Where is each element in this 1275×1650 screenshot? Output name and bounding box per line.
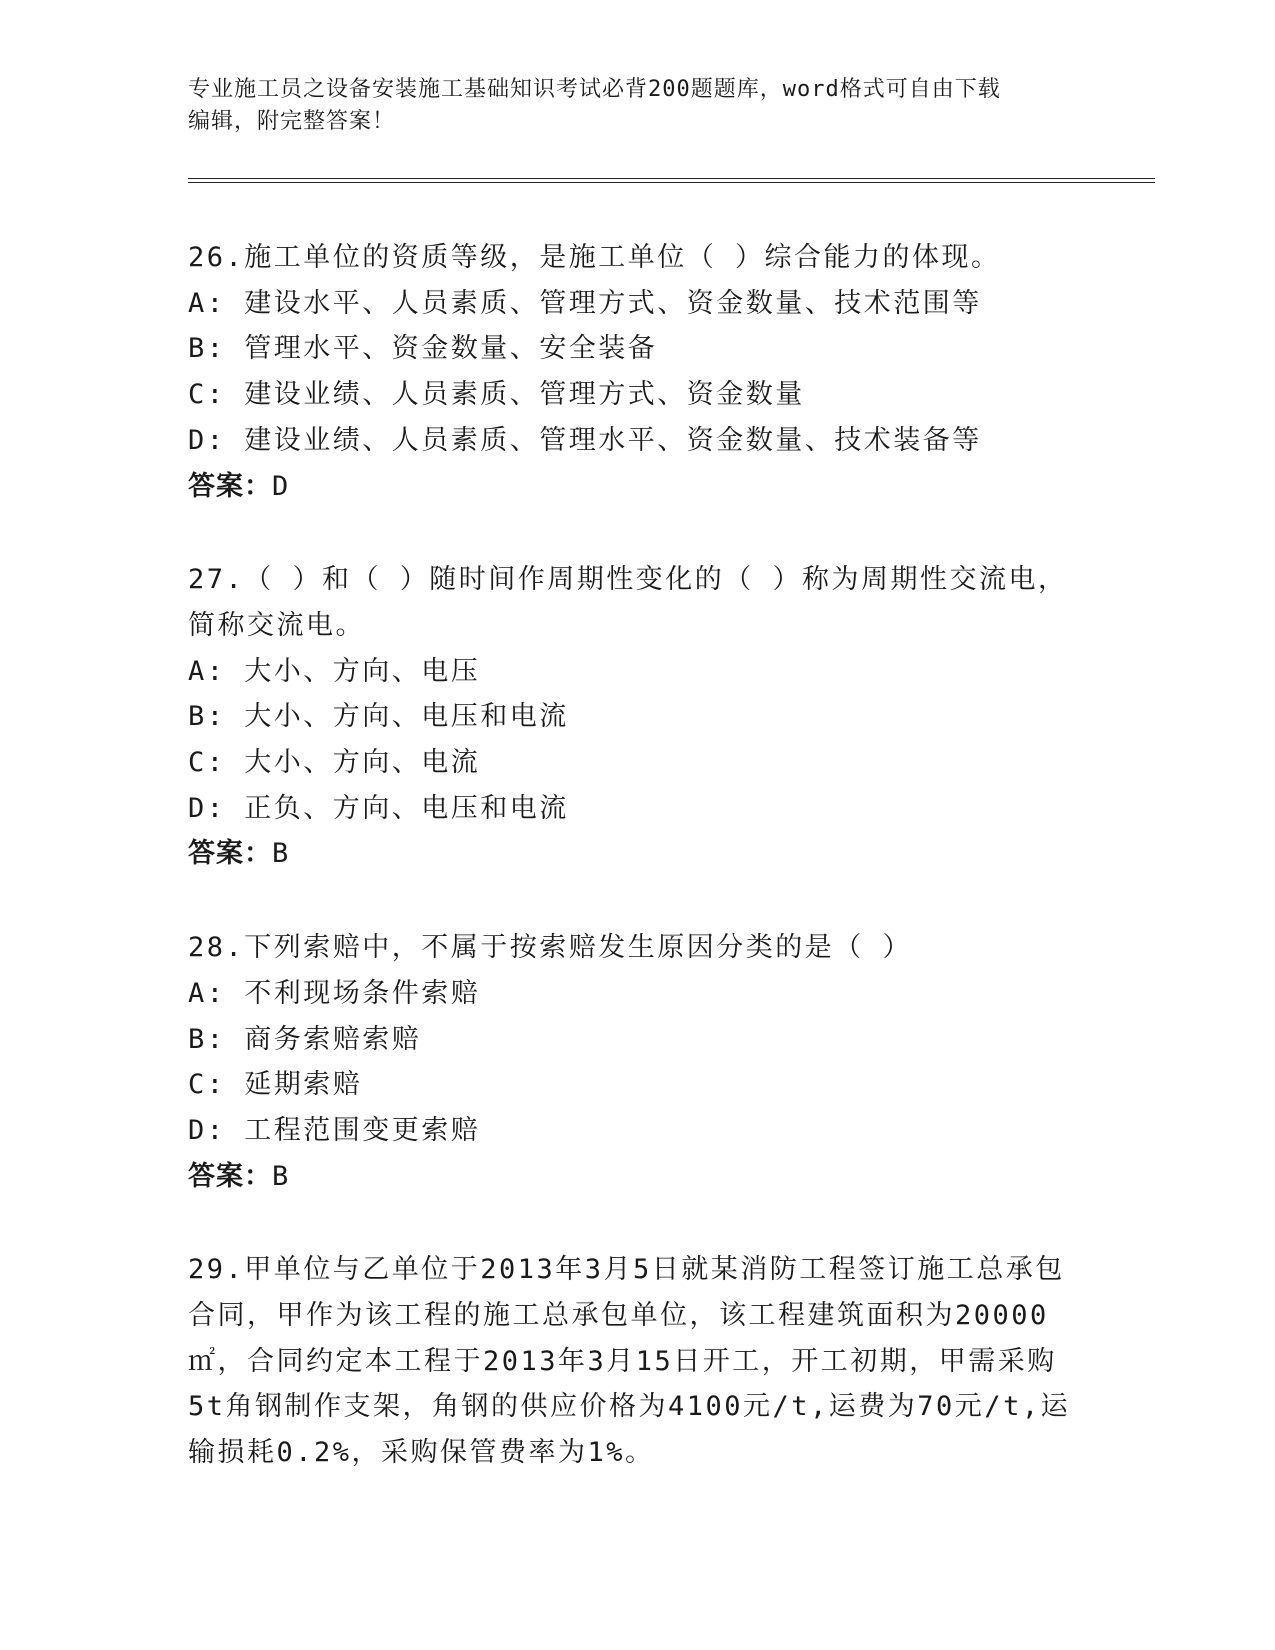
- question-text: 26.施工单位的资质等级，是施工单位（ ）综合能力的体现。: [188, 242, 1001, 273]
- answer-label: 答案：: [188, 470, 272, 502]
- option-b: B: 商务索赔索赔: [188, 1023, 422, 1055]
- answer-value: B: [272, 838, 291, 870]
- answer-label: 答案：: [188, 1160, 272, 1192]
- header-divider: [188, 178, 1155, 183]
- option-d: D: 建设业绩、人员素质、管理水平、资金数量、技术装备等: [188, 424, 982, 456]
- answer-line: [188, 464, 1088, 510]
- option-c: C: 延期索赔: [188, 1069, 363, 1101]
- question-27: [188, 557, 1088, 877]
- question-list: [188, 235, 1088, 1524]
- option-b: B: 大小、方向、电压和电流: [188, 701, 569, 733]
- question-text: 28.下列索赔中，不属于按索赔发生原因分类的是（ ）: [188, 932, 913, 964]
- answer-value: B: [272, 1160, 291, 1192]
- option-a: A: 建设水平、人员素质、管理方式、资金数量、技术范围等: [188, 287, 982, 319]
- option-a: A: 大小、方向、电压: [188, 655, 481, 687]
- answer-line: [188, 831, 1088, 877]
- option-d: D: 正负、方向、电压和电流: [188, 792, 569, 824]
- option-d: D: 工程范围变更索赔: [188, 1114, 481, 1146]
- question-26: [188, 235, 1088, 509]
- question-text: 27.（ ）和（ ）随时间作周期性变化的（ ）称为周期性交流电，简称交流电。: [188, 564, 1068, 641]
- answer-line: [188, 1154, 1088, 1200]
- option-c: C: 建设业绩、人员素质、管理方式、资金数量: [188, 379, 805, 411]
- option-b: B: 管理水平、资金数量、安全装备: [188, 333, 658, 365]
- question-text: 29.甲单位与乙单位于2013年3月5日就某消防工程签订施工总承包合同，甲作为该工程的施工总承包单位，该工程建筑面积为20000㎡，合同约定本工程于2013年3月15日开工，开工初期，甲需采购5t角钢制作支架，角钢的供应价格为4100元/t,运费为70元/t,运输损耗0.2%，采购保管费率为1%。: [188, 1254, 1071, 1469]
- header-line-2: 编辑，附完整答案！: [188, 109, 396, 134]
- option-a: A: 不利现场条件索赔: [188, 977, 481, 1009]
- answer-label: 答案：: [188, 838, 272, 870]
- option-c: C: 大小、方向、电流: [188, 747, 481, 779]
- document-header: [188, 74, 1088, 138]
- question-29: [188, 1247, 1088, 1476]
- question-28: [188, 925, 1088, 1199]
- answer-value: D: [272, 470, 291, 502]
- header-line-1: 专业施工员之设备安装施工基础知识考试必背200题题库，word格式可自由下载: [188, 77, 1001, 102]
